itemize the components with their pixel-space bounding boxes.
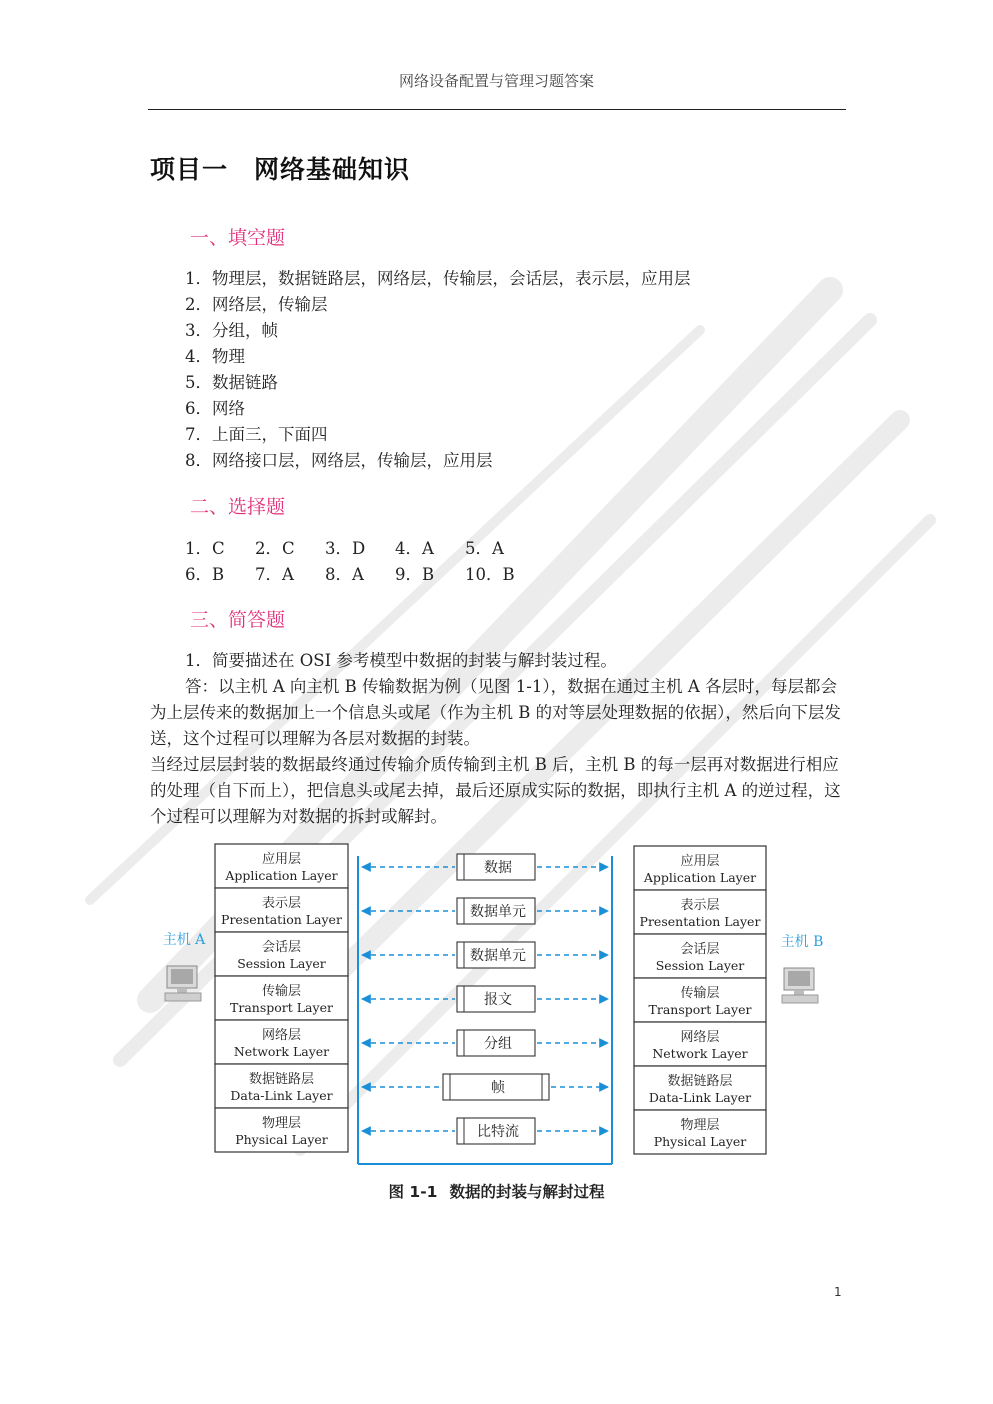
figure-encapsulation	[0, 838, 993, 1168]
answer-cell: 8．A	[325, 565, 364, 584]
pdu-label: 帧	[491, 1080, 505, 1096]
layer-name-cn: 网络层	[680, 1030, 720, 1045]
layer-name-cn: 表示层	[680, 898, 720, 913]
layer-cell	[634, 1110, 766, 1154]
pdu-label: 数据单元	[470, 948, 526, 964]
list-item: 6．网络	[185, 399, 245, 418]
layer-name-cn: 应用层	[680, 854, 720, 869]
host-a-label: 主机 A	[162, 932, 206, 948]
list-item: 8．网络接口层，网络层，传输层，应用层	[185, 451, 493, 470]
host-a-layer-stack	[215, 844, 348, 1152]
answer-cell: 7．A	[255, 565, 294, 584]
encapsulation-diagram	[0, 838, 993, 1168]
layer-name-en: Presentation Layer	[221, 912, 342, 927]
answer-paragraph-1: 答：以主机 A 向主机 B 传输数据为例（见图 1-1），数据在通过主机 A 各层时，每层都会为上层传来的数据加上一个信息头或尾（作为主机 B 的对等层处理数据的依据），然后向下层发送，这个过程可以理解为各层对数据的封装。	[150, 677, 841, 748]
list-item: 3．分组，帧	[185, 321, 278, 340]
layer-cell	[634, 890, 766, 934]
answer-cell: 3．D	[325, 539, 366, 558]
layer-name-en: Transport Layer	[648, 1002, 752, 1017]
list-item: 7．上面三，下面四	[185, 425, 328, 444]
layer-name-en: Physical Layer	[235, 1132, 328, 1147]
layer-cell	[634, 1066, 766, 1110]
layer-name-cn: 数据链路层	[248, 1072, 315, 1087]
host-b-label: 主机 B	[780, 934, 824, 950]
list-item: 1．物理层，数据链路层，网络层，传输层，会话层，表示层，应用层	[185, 269, 691, 288]
layer-cell	[215, 976, 348, 1020]
layer-name-en: Data-Link Layer	[230, 1088, 333, 1103]
pdu-item	[362, 1030, 608, 1056]
multiple-choice-answers	[185, 536, 535, 588]
chapter-title: 项目一 网络基础知识	[150, 155, 411, 184]
layer-name-cn: 应用层	[261, 852, 302, 867]
layer-name-en: Physical Layer	[653, 1134, 747, 1149]
list-item: 5．数据链路	[185, 373, 278, 392]
layer-name-en: Application Layer	[643, 870, 757, 885]
running-header: 网络设备配置与管理习题答案	[398, 72, 594, 90]
page-number: 1	[834, 1285, 842, 1299]
layer-name-en: Session Layer	[655, 958, 745, 973]
answer-cell: 5．A	[465, 539, 504, 558]
layer-name-cn: 会话层	[261, 940, 302, 955]
answer-row	[185, 536, 535, 562]
list-item: 4．物理	[185, 347, 245, 366]
answer-cell: 2．C	[255, 539, 295, 558]
layer-cell	[215, 932, 348, 976]
answer-row	[185, 562, 535, 588]
layer-name-cn: 表示层	[261, 896, 302, 911]
caption-number: 图 1-1	[388, 1183, 438, 1201]
layer-name-en: Application Layer	[225, 868, 338, 883]
layer-name-cn: 数据链路层	[667, 1074, 733, 1089]
computer-icon	[782, 968, 818, 1003]
layer-cell	[634, 1022, 766, 1066]
section-heading-short-answer: 三、简答题	[190, 609, 286, 631]
pdu-label: 数据单元	[470, 904, 526, 920]
layer-name-en: Transport Layer	[230, 1000, 333, 1015]
pdu-item	[362, 942, 608, 968]
pdu-label: 报文	[484, 992, 512, 1008]
section-heading-fill-blank: 一、填空题	[190, 227, 286, 249]
pdu-column	[362, 854, 608, 1144]
host-b-layer-stack	[634, 846, 766, 1154]
answer-cell: 9．B	[395, 565, 435, 584]
layer-cell	[215, 1020, 348, 1064]
figure-caption	[0, 1180, 993, 1202]
answer-paragraph-2: 当经过层层封装的数据最终通过传输介质传输到主机 B 后，主机 B 的每一层再对数据进行相应的处理（自下而上），把信息头或尾去掉，最后还原成实际的数据，即执行主机 A 的逆过程，这个过程可以理解为对数据的拆封或解封。	[150, 755, 841, 826]
pdu-item	[362, 986, 608, 1012]
list-item: 2．网络层，传输层	[185, 295, 328, 314]
answer-cell: 10．B	[465, 565, 515, 584]
layer-name-en: Session Layer	[237, 956, 326, 971]
section-heading-multiple-choice: 二、选择题	[190, 496, 286, 518]
layer-name-cn: 物理层	[261, 1116, 302, 1131]
layer-name-cn: 传输层	[680, 986, 720, 1001]
caption-text: 数据的封装与解封过程	[449, 1183, 605, 1201]
pdu-item	[362, 1118, 608, 1144]
pdu-item	[362, 898, 608, 924]
question-text: 1．简要描述在 OSI 参考模型中数据的封装与解封装过程。	[185, 651, 617, 670]
layer-cell	[215, 1108, 348, 1152]
layer-cell	[215, 1064, 348, 1108]
layer-cell	[215, 844, 348, 888]
layer-name-en: Presentation Layer	[639, 914, 761, 929]
answer-cell: 4．A	[395, 539, 434, 558]
layer-name-en: Network Layer	[233, 1044, 330, 1059]
layer-cell	[634, 934, 766, 978]
pdu-item	[362, 854, 608, 880]
fill-blank-list	[185, 266, 691, 474]
layer-cell	[215, 888, 348, 932]
layer-name-cn: 物理层	[680, 1118, 720, 1133]
pdu-label: 比特流	[477, 1124, 519, 1140]
layer-cell	[634, 978, 766, 1022]
layer-name-en: Network Layer	[652, 1046, 748, 1061]
computer-icon	[165, 966, 201, 1001]
layer-name-cn: 会话层	[680, 942, 720, 957]
header-rule	[148, 109, 846, 110]
answer-cell: 6．B	[185, 565, 225, 584]
layer-name-en: Data-Link Layer	[648, 1090, 752, 1105]
layer-name-cn: 网络层	[261, 1028, 302, 1043]
layer-name-cn: 传输层	[261, 984, 302, 999]
layer-cell	[634, 846, 766, 890]
pdu-label: 分组	[484, 1036, 512, 1052]
answer-cell: 1．C	[185, 539, 225, 558]
pdu-label: 数据	[484, 860, 512, 876]
pdu-item	[362, 1074, 608, 1100]
